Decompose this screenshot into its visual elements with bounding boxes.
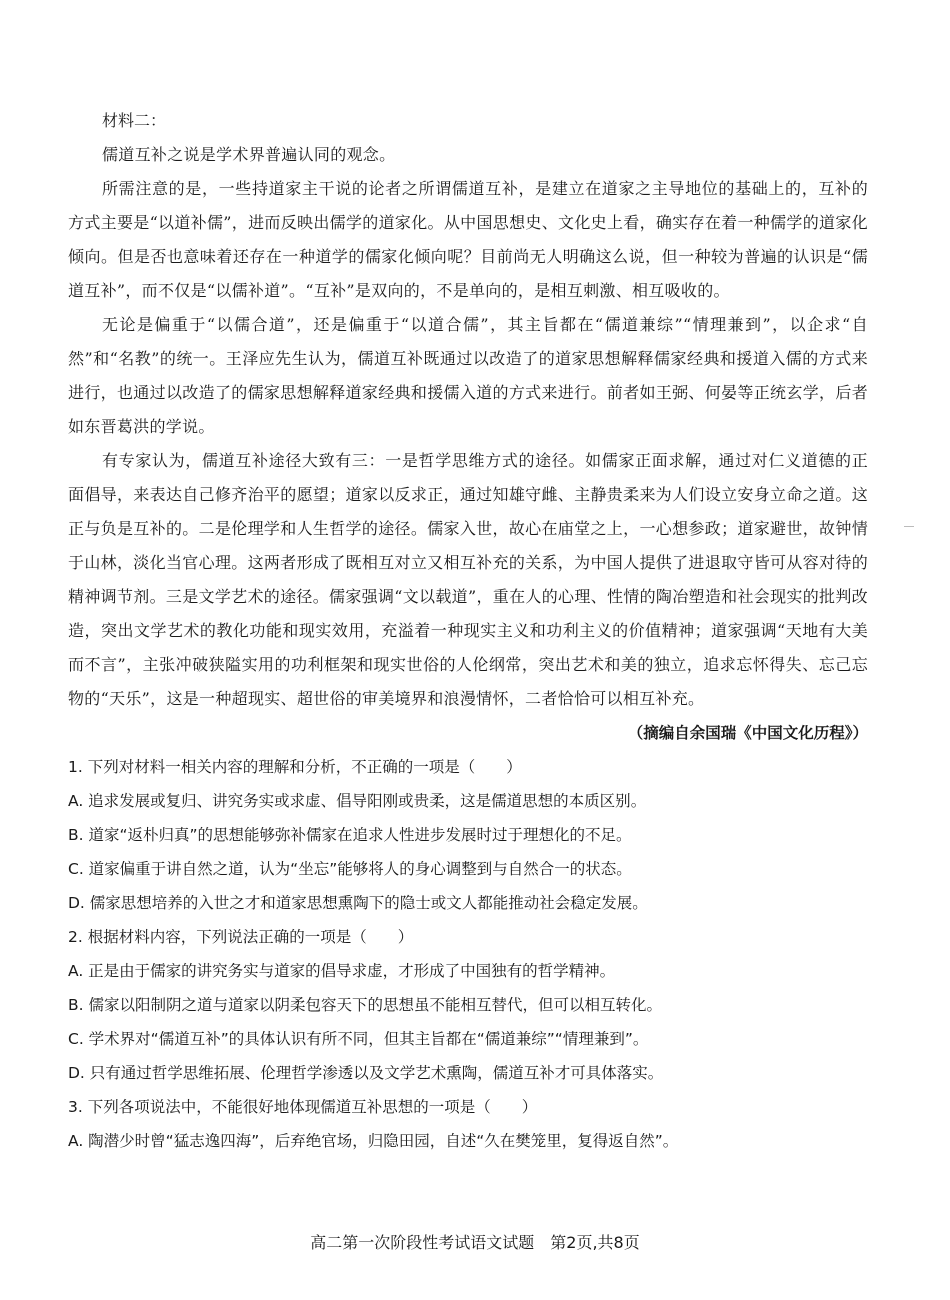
material-label: 材料二： — [102, 111, 167, 130]
question-option: A. 陶潜少时曾“猛志逸四海”，后弃绝官场，归隐田园，自述“久在樊笼里，复得返自然”。 — [68, 1132, 679, 1150]
material-paragraph: 儒道互补之说是学术界普遍认同的观念。 — [102, 145, 396, 164]
question-stem: 3. 下列各项说法中，不能很好地体现儒道互补思想的一项是（ ） — [68, 1098, 538, 1116]
question-stem: 1. 下列对材料一相关内容的理解和分析，不正确的一项是（ ） — [68, 758, 522, 776]
scan-edge-mark — [904, 526, 914, 527]
material-source: （摘编自余国瑞《中国文化历程》） — [627, 723, 868, 742]
material-paragraph: 无论是偏重于“以儒合道”，还是偏重于“以道合儒”，其主旨都在“儒道兼综”“情理兼到”，以企求“自然”和“名教”的统一。王泽应先生认为，儒道互补既通过以改造了的道家思想解释儒家经典和援道入儒的方式来进行，也通过以改造了的儒家思想解释道家经典和援儒入道的方式来进行。前者如王弼、何晏等正统玄学，后者如东晋葛洪的学说。 — [68, 315, 868, 436]
question-option: A. 正是由于儒家的讲究务实与道家的倡导求虚，才形成了中国独有的哲学精神。 — [68, 962, 616, 980]
question-option: D. 只有通过哲学思维拓展、伦理哲学渗透以及文学艺术熏陶，儒道互补才可具体落实。 — [68, 1064, 664, 1082]
question-option: C. 学术界对“儒道互补”的具体认识有所不同，但其主旨都在“儒道兼综”“情理兼到”。 — [68, 1030, 649, 1048]
question-option: C. 道家偏重于讲自然之道，认为“坐忘”能够将人的身心调整到与自然合一的状态。 — [68, 860, 632, 878]
material-paragraph: 所需注意的是，一些持道家主干说的论者之所谓儒道互补，是建立在道家之主导地位的基础上的，互补的方式主要是“以道补儒”，进而反映出儒学的道家化。从中国思想史、文化史上看，确实存在着一种儒学的道家化倾向。但是否也意味着还存在一种道学的儒家化倾向呢？目前尚无人明确这么说，但一种较为普遍的认识是“儒道互补”，而不仅是“以儒补道”。“互补”是双向的，不是单向的，是相互刺激、相互吸收的。 — [68, 179, 868, 300]
question-stem: 2. 根据材料内容，下列说法正确的一项是（ ） — [68, 928, 414, 946]
page-footer: 高二第一次阶段性考试语文试题 第2页,共8页 — [310, 1233, 640, 1252]
question-option: D. 儒家思想培养的入世之才和道家思想熏陶下的隐士或文人都能推动社会稳定发展。 — [68, 894, 648, 912]
question-option: A. 追求发展或复归、讲究务实或求虚、倡导阳刚或贵柔，这是儒道思想的本质区别。 — [68, 792, 647, 810]
material-paragraph: 有专家认为，儒道互补途径大致有三：一是哲学思维方式的途径。如儒家正面求解，通过对仁义道德的正面倡导，来表达自己修齐治平的愿望；道家以反求正，通过知雄守雌、主静贵柔来为人们设立安身立命之道。这正与负是互补的。二是伦理学和人生哲学的途径。儒家入世，故心在庙堂之上，一心想参政；道家避世，故钟情于山林，淡化当官心理。这两者形成了既相互对立又相互补充的关系，为中国人提供了进退取守皆可从容对待的精神调节剂。三是文学艺术的途径。儒家强调“文以载道”，重在人的心理、性情的陶冶塑造和社会现实的批判改造，突出文学艺术的教化功能和现实效用，充溢着一种现实主义和功利主义的价值精神；道家强调“天地有大美而不言”，主张冲破狭隘实用的功利框架和现实世俗的人伦纲常，突出艺术和美的独立，追求忘怀得失、忘己忘物的“天乐”，这是一种超现实、超世俗的审美境界和浪漫情怀，二者恰恰可以相互补充。 — [68, 451, 868, 708]
page-content — [68, 104, 868, 1158]
question-option: B. 儒家以阳制阴之道与道家以阴柔包容天下的思想虽不能相互替代，但可以相互转化。 — [68, 996, 662, 1014]
question-option: B. 道家“返朴归真”的思想能够弥补儒家在追求人性进步发展时过于理想化的不足。 — [68, 826, 632, 844]
